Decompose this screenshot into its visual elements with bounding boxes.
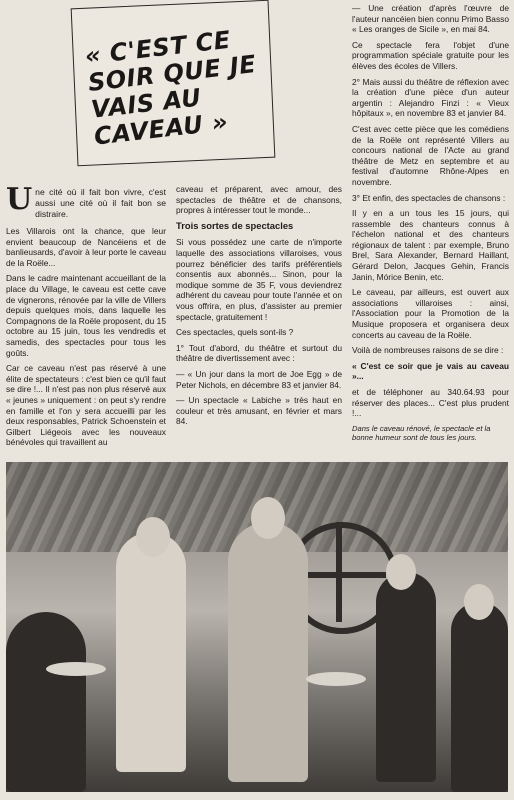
stage-photo [6,462,508,792]
paragraph: Le caveau, par ailleurs, est ouvert aux associations villaroises : ainsi, l'Association pour la Promotion de la Musique proposera et organisera deux concerts au caveau de la Roële. [352,287,509,340]
actor-left-head [136,517,170,557]
title-frame [71,0,276,166]
paragraph: — Une création d'après l'œuvre de l'auteur nancéien bien connu Primo Basso « Les oranges de Sicile », en mai 84. [352,3,509,35]
paragraph: Il y en a un tous les 15 jours, qui rassemble des chanteurs connus à l'échelon national et des chanteurs régionaux de talent : par exemple, Bruno Brel, Sara Alexander, Bernard Haillant, Gérard Delon, Jacques Gehin, Francis Janin, Mórice Benin, etc. [352,208,509,282]
paragraph: — « Un jour dans la mort de Joe Egg » de Peter Nichols, en décembre 83 et janvier 84. [176,368,342,390]
column-1 [6,182,166,453]
paragraph: 3° Et enfin, des spectacles de chansons : [352,192,506,203]
paragraph: 2° Mais aussi du théâtre de réflexion avec la création d'une pièce d'un auteur argentin : Alejandro Finzi : « Vieux hôpitaux », en novembre 83 et janvier 84. [352,76,509,119]
paragraph: 1° Tout d'abord, du théâtre et surtout du théâtre de divertissement avec : [176,342,342,364]
audience-left [6,612,86,792]
article-title: « C'EST CE SOIR QUE JE VAIS AU CAVEAU » [83,25,258,151]
actor-far-right [451,602,508,792]
paragraph: Si vous possédez une carte de n'importe laquelle des associations villaroises, vous pourrez bénéficier des tarifs préférentiels consentis aux abonnés... Sinon, pour la modique somme de 35 F, vous deviendrez adhérent du caveau pour toute l'année et on vous offrira, en plus, d'assister au premier spectacle, gratuitement ! [176,237,342,322]
paragraph: Dans le cadre maintenant accueillant de la place du Village, le caveau est cette cave de vignerons, rénovée par la ville de Villers depuis quelques mois, dans laquelle les Compagnons de la Roële proposent, du 15 octobre au 15 juin, tous les vendredis et samedis, des spectacles pour tous les goûts. [6,273,166,358]
section-heading: Trois sortes de spectacles [176,219,294,231]
paragraph: Ces spectacles, quels sont-ils ? [176,327,294,338]
actor-center [228,522,308,782]
paragraph: Les Villarois ont la chance, que leur envient beaucoup de Nancéiens et de banlieusards, d'avoir à leur porte le caveau de la Roële... [6,226,166,268]
cafe-table-left [46,662,106,676]
paragraph: et de téléphoner au 340.64.93 pour réserver des places... C'est plus prudent !... [352,387,509,419]
actor-right [376,572,436,782]
paragraph: caveau et préparent, avec amour, des spectacles de théâtre et de chansons, propres à intéresser tout le monde... [176,184,342,216]
photo-caption: Dans le caveau rénové, le spectacle et la bonne humeur sont de tous les jours. [352,423,491,443]
actor-center-head [251,497,285,539]
paragraph: C'est avec cette pièce que les comédiens de la Roële ont représenté Villers au concours national de l'Acte au grand théâtre de Metz en septembre et au festival d'automne Rhône-Alpes en novembre. [352,123,509,187]
quote: « C'est ce soir que je vais au caveau »... [352,360,509,382]
paragraph: Voilà de nombreuses raisons de se dire : [352,345,504,356]
intro-paragraph: Une cité où il fait bon vivre, c'est aussi une cité où il fait bon se distraire. [6,182,166,219]
actor-far-right-head [464,584,494,620]
cafe-table-right [306,672,366,686]
actor-right-head [386,554,416,590]
actor-left [116,532,186,772]
paragraph: Ce spectacle fera l'objet d'une programmation spéciale gratuite pour les élèves des écoles de Villers. [352,39,509,71]
paragraph: Car ce caveau n'est pas réservé à une élite de spectateurs : c'est bien ce qu'il faut se dire !... Il n'est pas non plus réservé aux « jeunes » uniquement : on peut s'y rendre en famille et l'on y sera accueilli par les deux responsables, Patrick Schoenstein et Gilbert Liégeois avec les nouveaux bénévoles qui travaillent au [6,363,166,448]
drop-cap: U [6,182,33,217]
paragraph: — Un spectacle « Labiche » très haut en couleur et très amusant, en février et mars 84. [176,395,342,427]
column-3 [352,3,509,448]
column-2 [176,184,342,432]
